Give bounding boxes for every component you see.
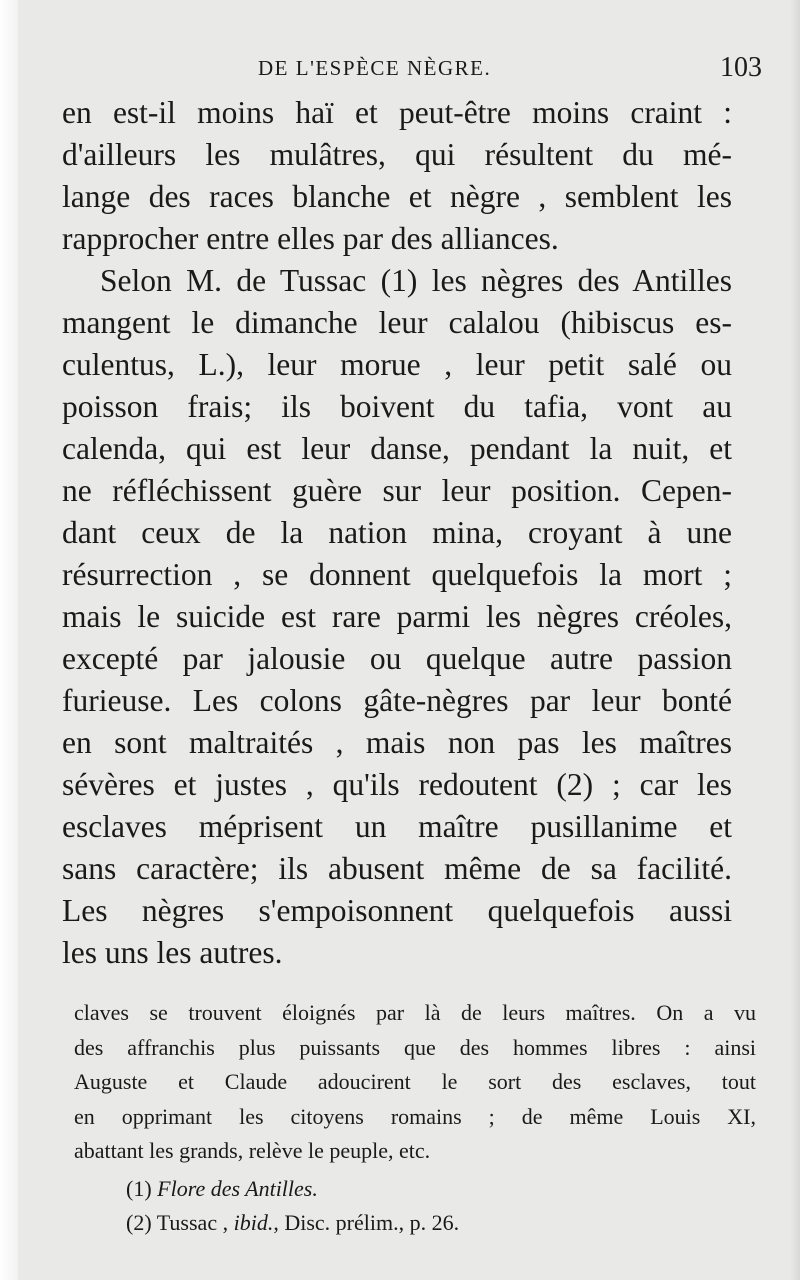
text-line: mangent le dimanche leur calalou (hibiscus es-	[62, 305, 732, 340]
page-right-edge	[790, 0, 800, 1280]
footnote-1-marker: (1)	[126, 1175, 152, 1201]
text-line: Les nègres s'empoisonnent quelquefois aussi	[62, 893, 732, 928]
text-line: Selon M. de Tussac (1) les nègres des Antilles	[100, 263, 732, 298]
footnote-2-text: Tussac ,	[156, 1210, 229, 1235]
footnote-2-marker: (2)	[126, 1210, 152, 1235]
footnote-1-text: Flore des Antilles.	[157, 1175, 318, 1201]
footnote-line: Auguste et Claude adoucirent le sort des esclaves, tout	[74, 1069, 756, 1094]
footnote-line: des affranchis plus puissants que des hommes libres : ainsi	[74, 1034, 756, 1060]
footnote-line: en opprimant les citoyens romains ; de même Louis XI,	[74, 1103, 756, 1129]
text-line: excepté par jalousie ou quelque autre passion	[62, 641, 732, 676]
page-number: 103	[720, 52, 762, 83]
text-line: d'ailleurs les mulâtres, qui résultent du mé-	[62, 137, 732, 172]
footnote-2-ibid: ibid.	[233, 1210, 274, 1235]
footnote-line: claves se trouvent éloignés par là de leurs maîtres. On a vu	[74, 1000, 756, 1025]
page-left-margin	[0, 0, 18, 1280]
text-line: mais le suicide est rare parmi les nègres créoles,	[62, 599, 732, 634]
text-line: sévères et justes , qu'ils redoutent (2) ; car les	[62, 767, 732, 802]
text-line: poisson frais; ils boivent du tafia, vont au	[62, 389, 732, 424]
page-header	[62, 52, 762, 86]
text-line: culentus, L.), leur morue , leur petit salé ou	[62, 347, 732, 382]
text-line: en est-il moins haï et peut-être moins craint :	[62, 95, 732, 130]
text-line: dant ceux de la nation mina, croyant à une	[62, 515, 732, 550]
footnote-1	[74, 1172, 756, 1207]
running-head: DE L'ESPÈCE NÈGRE.	[258, 56, 492, 80]
text-line: rapprocher entre elles par des alliances.	[62, 221, 559, 256]
text-line: sans caractère; ils abusent même de sa facilité.	[62, 851, 732, 886]
text-line: ne réfléchissent guère sur leur position. Cepen-	[62, 473, 732, 508]
footnote-2-reference: , Disc. prélim., p. 26.	[273, 1210, 460, 1235]
footnote-2	[74, 1206, 756, 1241]
text-line: furieuse. Les colons gâte-nègres par leur bonté	[62, 683, 732, 718]
text-line: calenda, qui est leur danse, pendant la nuit, et	[62, 431, 732, 466]
text-line: les uns les autres.	[62, 935, 283, 970]
text-line: lange des races blanche et nègre , semblent les	[62, 179, 732, 214]
footnotes	[74, 996, 756, 1241]
text-line: esclaves méprisent un maître pusillanime et	[62, 809, 732, 844]
main-text	[62, 92, 732, 974]
book-page	[18, 0, 800, 1280]
footnote-line: abattant les grands, relève le peuple, etc.	[74, 1138, 431, 1163]
text-line: résurrection , se donnent quelquefois la mort ;	[62, 557, 732, 592]
text-line: en sont maltraités , mais non pas les maîtres	[62, 725, 732, 760]
